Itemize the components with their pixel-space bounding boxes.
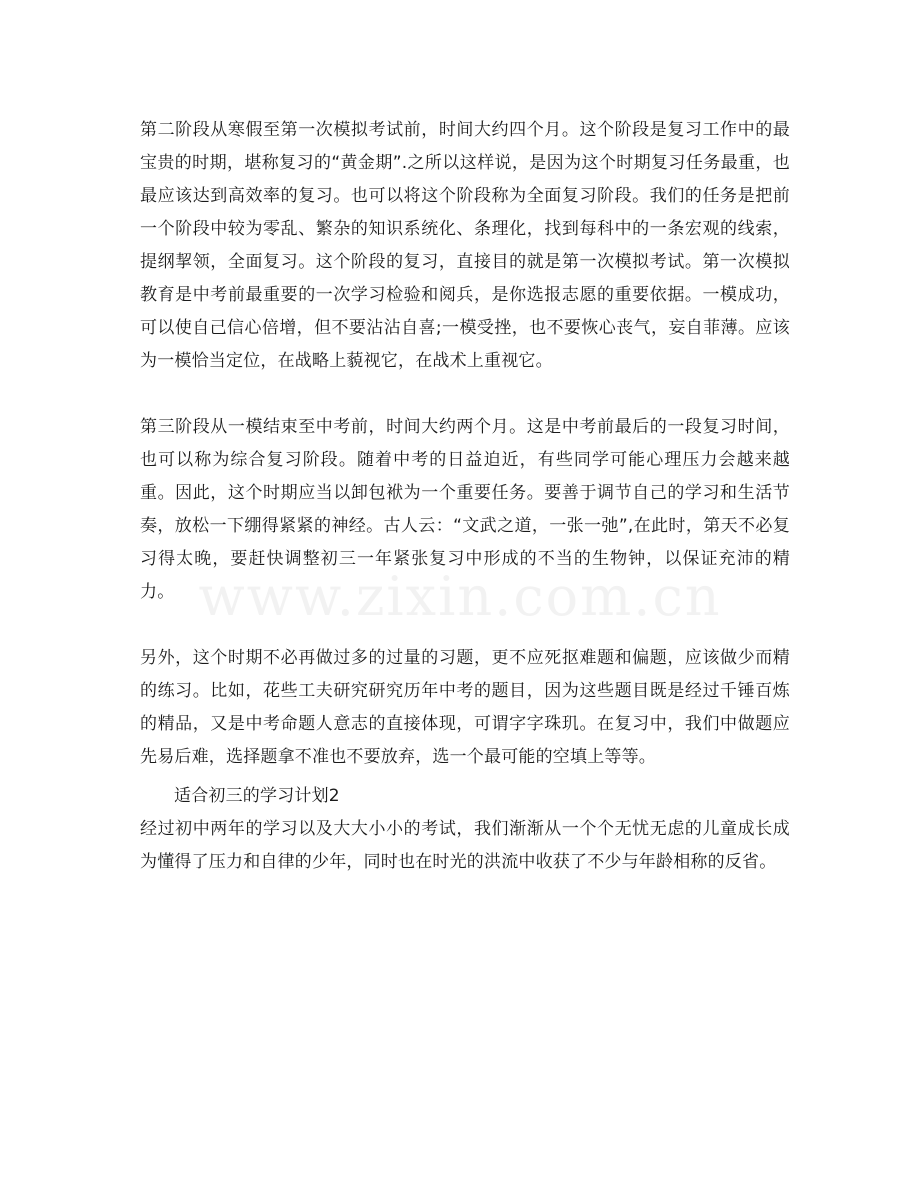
paragraph-stage-three: 第三阶段从一模结束至中考前，时间大约两个月。这是中考前最后的一段复习时间，也可以称为综合复习阶段。随着中考的日益迫近，有些同学可能心理压力会越来越重。因此，这个时期应当以卸包袱为一个重要任务。要善于调节自己的学习和生活节奏，放松一下绷得紧紧的神经。古人云：“文武之道，一张一弛”,在此时，第天不必复习得太晚，要赶快调整初三一年紧张复习中形成的不当的生物钟，以保证充沛的精力。 <box>140 417 790 602</box>
paragraph-stage-two: 第二阶段从寒假至第一次模拟考试前，时间大约四个月。这个阶段是复习工作中的最宝贵的时期，堪称复习的“黄金期”.之所以这样说，是因为这个时期复习任务最重，也最应该达到高效率的复习。也可以将这个阶段称为全面复习阶段。我们的任务是把前一个阶段中较为零乱、繁杂的知识系统化、条理化，找到每科中的一条宏观的线索，提纲挈领，全面复习。这个阶段的复习，直接目的就是第一次模拟考试。第一次模拟教育是中考前最重要的一次学习检验和阅兵，是你选报志愿的重要依据。一模成功，可以使自己信心倍增，但不要沾沾自喜;一模受挫，也不要恢心丧气，妄自菲薄。应该为一模恰当定位，在战略上藐视它，在战术上重视它。 <box>140 120 790 371</box>
paragraph-practice-advice: 另外，这个时期不必再做过多的过量的习题，更不应死抠难题和偏题，应该做少而精的练习。比如，花些工夫研究研究历年中考的题目，因为这些题目既是经过千锤百炼的精品，又是中考命题人意志的直接体现，可谓字字珠玑。在复习中，我们中做题应先易后难，选择题拿不准也不要放弃，选一个最可能的空填上等等。 <box>140 648 790 767</box>
paragraph-spacer <box>140 609 790 642</box>
paragraph-intro-plan-two: 经过初中两年的学习以及大大小小的考试，我们渐渐从一个个无忧无虑的儿童成长成为懂得了压力和自律的少年，同时也在时光的洪流中收获了不少与年龄相称的反省。 <box>140 819 790 872</box>
paragraph-spacer <box>140 378 790 411</box>
watermark-text: www.zixin.com.cn <box>198 565 722 628</box>
document-body <box>140 114 790 879</box>
section-heading: 适合初三的学习计划2 <box>174 786 340 806</box>
